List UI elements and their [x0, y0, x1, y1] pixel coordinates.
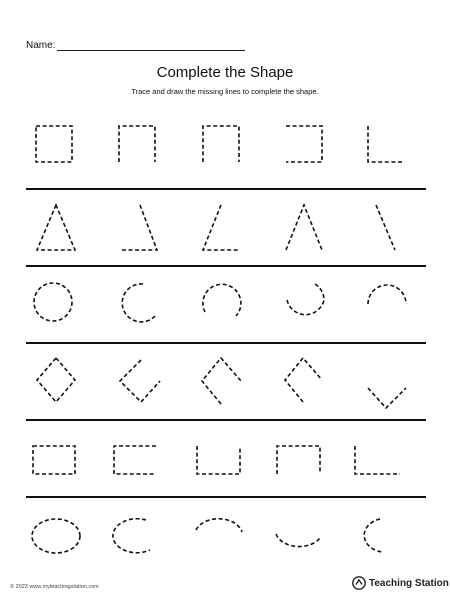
shape-rectangle-missing-right: [114, 446, 156, 474]
shape-oval-full: [32, 519, 80, 553]
shape-oval-top-arc-only: [196, 519, 242, 532]
shape-triangle-missing-bottom: [286, 205, 322, 250]
shape-square-missing-bottom: [119, 126, 155, 162]
worksheet-instructions: Trace and draw the missing lines to complete the shape.: [131, 87, 319, 96]
shape-square-missing-right: [286, 126, 322, 162]
shape-circle-top-arc-only: [368, 285, 406, 304]
shape-circle-missing-bottom-left: [203, 284, 241, 316]
shape-circle-full: [34, 283, 72, 321]
shape-oval-bottom-arc-only: [276, 534, 320, 547]
shape-diamond-bottom-only: [368, 388, 406, 408]
shape-triangle-missing-left: [120, 205, 157, 250]
shape-rectangle-full: [33, 446, 75, 474]
shape-triangle-full: [37, 205, 75, 250]
brand-logo: [352, 576, 449, 590]
shape-square-missing-left: [203, 126, 239, 162]
shape-diamond-missing-right: [120, 360, 160, 402]
copyright-text: © 2023 www.myteachingstation.com: [10, 584, 99, 590]
shape-diamond-missing-bottom: [202, 358, 241, 404]
shape-diamond-missing-bottom-right: [285, 358, 322, 402]
shape-rectangle-missing-bottom: [277, 446, 320, 474]
shape-rectangle-missing-top-right: [355, 446, 400, 474]
shape-rectangle-missing-top: [197, 446, 240, 474]
shape-circle-missing-right: [122, 284, 155, 322]
shape-square-missing-top-right: [368, 126, 404, 162]
teaching-station-logo-icon: [352, 576, 366, 590]
shape-triangle-missing-right: [203, 205, 240, 250]
shape-oval-missing-right: [113, 519, 150, 553]
name-label: Name:: [26, 40, 56, 51]
shape-triangle-right-side-only: [376, 205, 395, 250]
brand-name: Teaching Station: [369, 577, 449, 589]
shape-square-full: [36, 126, 72, 162]
shape-diamond-full: [37, 358, 75, 402]
shape-oval-left-arc-only: [364, 519, 382, 552]
shape-circle-bottom-arc-only: [287, 284, 324, 315]
worksheet-title: Complete the Shape: [156, 64, 294, 81]
